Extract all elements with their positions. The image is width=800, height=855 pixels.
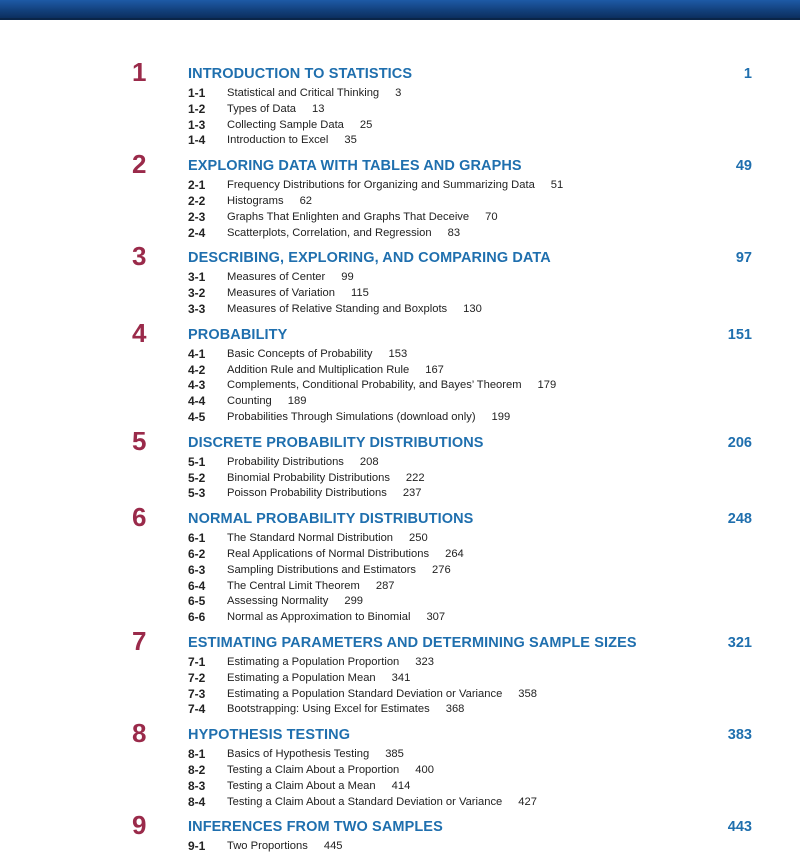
section-number: 7-4 xyxy=(188,702,206,717)
section-title-with-page xyxy=(227,394,306,410)
section-entry[interactable] xyxy=(0,178,800,194)
chapter-3 xyxy=(0,241,800,317)
section-page-number: 70 xyxy=(485,210,498,223)
chapter-8 xyxy=(0,718,800,810)
section-title-with-page xyxy=(227,594,363,610)
section-title-with-page xyxy=(227,795,537,811)
section-title-with-page xyxy=(227,347,407,363)
section-title-with-page xyxy=(227,702,464,718)
chapter-title[interactable]: HYPOTHESIS TESTING xyxy=(188,727,351,744)
chapter-heading[interactable] xyxy=(0,625,800,656)
section-number: 8-3 xyxy=(188,778,206,793)
chapter-number: 8 xyxy=(132,718,147,749)
chapter-1 xyxy=(0,57,800,149)
section-page-number: 323 xyxy=(415,655,434,668)
chapter-heading[interactable] xyxy=(0,149,800,180)
chapter-page-number: 206 xyxy=(727,434,752,451)
section-page-number: 62 xyxy=(299,194,313,207)
section-title[interactable]: Two Proportions xyxy=(227,840,308,853)
section-title-with-page xyxy=(227,671,410,687)
section-title[interactable]: The Standard Normal Distribution xyxy=(227,532,394,545)
chapter-number: 2 xyxy=(132,149,147,180)
section-entry[interactable] xyxy=(0,610,800,626)
section-title-with-page xyxy=(227,531,428,547)
section-page-number: 276 xyxy=(432,563,451,576)
section-number: 1-3 xyxy=(188,117,206,132)
section-entry[interactable] xyxy=(0,795,800,811)
section-page-number: 167 xyxy=(425,363,444,376)
section-number: 2-2 xyxy=(188,193,206,208)
section-page-number: 287 xyxy=(375,579,395,592)
chapter-title[interactable]: PROBABILITY xyxy=(188,326,288,343)
section-page-number: 358 xyxy=(518,687,537,700)
chapter-number: 5 xyxy=(132,425,147,456)
section-entry[interactable] xyxy=(0,410,800,426)
section-entry[interactable] xyxy=(0,347,800,363)
section-title-with-page xyxy=(227,178,563,194)
chapter-title[interactable]: INFERENCES FROM TWO SAMPLES xyxy=(188,819,443,836)
section-entry[interactable] xyxy=(0,486,800,502)
section-title[interactable]: Graphs That Enlighten and Graphs That Deceive xyxy=(227,210,470,223)
section-title-with-page xyxy=(227,363,444,379)
section-page-number: 35 xyxy=(344,134,357,147)
section-entry[interactable] xyxy=(0,455,800,471)
section-number: 1-2 xyxy=(188,101,206,116)
section-number: 5-1 xyxy=(188,454,206,469)
section-title[interactable]: Statistical and Critical Thinking xyxy=(227,87,380,99)
section-title-with-page xyxy=(227,547,464,563)
section-number: 4-3 xyxy=(188,378,206,393)
section-number: 6-2 xyxy=(188,546,206,561)
section-title[interactable]: The Central Limit Theorem xyxy=(227,579,360,592)
section-entry[interactable] xyxy=(0,394,800,410)
section-page-number: 427 xyxy=(518,795,537,808)
section-page-number: 99 xyxy=(341,271,354,284)
section-title-with-page xyxy=(227,194,312,210)
chapter-title[interactable]: NORMAL PROBABILITY DISTRIBUTIONS xyxy=(188,511,474,528)
chapter-title[interactable]: EXPLORING DATA WITH TABLES AND GRAPHS xyxy=(188,158,522,175)
section-page-number: 385 xyxy=(385,748,404,761)
chapter-page-number: 151 xyxy=(727,326,752,343)
section-title[interactable]: Measures of Relative Standing and Boxplots xyxy=(227,302,448,315)
section-title[interactable]: Binomial Probability Distributions xyxy=(227,471,390,484)
section-entry[interactable] xyxy=(0,286,800,302)
section-entry[interactable] xyxy=(0,671,800,687)
section-number: 2-4 xyxy=(188,225,206,240)
section-title-with-page xyxy=(227,471,425,487)
section-entry[interactable] xyxy=(0,378,800,394)
section-title-with-page xyxy=(227,210,498,226)
chapter-page-number: 49 xyxy=(735,158,752,175)
section-title[interactable]: Probabilities Through Simulations (download only) xyxy=(227,410,476,423)
section-number: 2-3 xyxy=(188,209,206,224)
section-page-number: 208 xyxy=(359,455,379,468)
section-page-number: 83 xyxy=(447,226,461,239)
section-title[interactable]: Estimating a Population Proportion xyxy=(227,655,400,668)
section-page-number: 299 xyxy=(344,595,364,608)
section-title[interactable]: Testing a Claim About a Proportion xyxy=(227,763,400,776)
chapter-title[interactable]: ESTIMATING PARAMETERS AND DETERMINING SAMPLE SIZES xyxy=(188,634,637,651)
section-page-number: 250 xyxy=(409,532,428,545)
section-title[interactable]: Scatterplots, Correlation, and Regression xyxy=(227,226,432,239)
chapter-title[interactable]: DESCRIBING, EXPLORING, AND COMPARING DATA xyxy=(188,250,551,267)
section-entry[interactable] xyxy=(0,655,800,671)
chapter-title[interactable]: DISCRETE PROBABILITY DISTRIBUTIONS xyxy=(188,434,484,451)
section-entry[interactable] xyxy=(0,471,800,487)
chapter-heading[interactable] xyxy=(0,317,800,348)
section-title[interactable]: Histograms xyxy=(227,194,284,207)
section-title[interactable]: Real Applications of Normal Distributions xyxy=(227,547,430,560)
section-title-with-page xyxy=(227,763,434,779)
section-number: 6-1 xyxy=(188,531,206,546)
section-title-with-page xyxy=(227,563,451,579)
chapter-heading[interactable] xyxy=(0,718,800,749)
section-number: 7-2 xyxy=(188,670,206,685)
section-page-number: 307 xyxy=(426,611,446,624)
chapter-4 xyxy=(0,317,800,426)
section-title-with-page xyxy=(227,579,395,595)
section-number: 1-1 xyxy=(188,86,206,100)
section-page-number: 199 xyxy=(491,410,511,423)
section-entry[interactable] xyxy=(0,86,800,102)
section-number: 6-6 xyxy=(188,610,206,625)
chapter-page-number: 248 xyxy=(727,511,752,528)
section-page-number: 400 xyxy=(415,763,434,776)
chapter-number: 9 xyxy=(132,810,147,841)
section-number: 9-1 xyxy=(188,839,206,854)
section-title-with-page xyxy=(227,610,445,626)
section-page-number: 222 xyxy=(405,471,425,484)
section-title[interactable]: Poisson Probability Distributions xyxy=(227,487,387,500)
section-page-number: 414 xyxy=(391,779,411,792)
section-title[interactable]: Basic Concepts of Probability xyxy=(227,347,373,360)
section-page-number: 153 xyxy=(388,347,408,360)
section-number: 5-3 xyxy=(188,486,206,501)
chapter-heading[interactable] xyxy=(0,57,800,87)
section-title[interactable]: Normal as Approximation to Binomial xyxy=(227,611,411,624)
section-number: 5-2 xyxy=(188,470,206,485)
chapter-page-number: 443 xyxy=(727,819,752,836)
section-number: 8-2 xyxy=(188,762,206,777)
section-title[interactable]: Assessing Normality xyxy=(227,595,329,608)
section-number: 8-4 xyxy=(188,794,206,809)
section-title-with-page xyxy=(227,378,556,394)
section-entry[interactable] xyxy=(0,594,800,610)
section-page-number: 115 xyxy=(351,287,369,300)
header-band xyxy=(0,0,800,20)
chapter-page-number: 97 xyxy=(735,250,752,267)
section-title[interactable]: Measures of Variation xyxy=(227,287,335,300)
section-page-number: 368 xyxy=(445,703,465,716)
section-title[interactable]: Introduction to Excel xyxy=(227,134,329,147)
section-number: 6-5 xyxy=(188,594,206,609)
section-number: 6-4 xyxy=(188,578,206,593)
section-page-number: 3 xyxy=(395,87,402,99)
chapter-number: 6 xyxy=(132,502,147,533)
chapter-heading[interactable] xyxy=(0,502,800,533)
section-page-number: 179 xyxy=(537,379,557,392)
section-title[interactable]: Estimating a Population Standard Deviation or Variance xyxy=(227,687,503,700)
section-title[interactable]: Frequency Distributions for Organizing and Summarizing Data xyxy=(227,179,535,192)
section-number: 3-1 xyxy=(188,270,206,285)
section-page-number: 13 xyxy=(312,102,325,115)
section-page-number: 51 xyxy=(550,179,564,192)
section-number: 1-4 xyxy=(188,133,206,148)
section-number: 7-3 xyxy=(188,686,206,701)
section-entry[interactable] xyxy=(0,270,800,286)
section-number: 7-1 xyxy=(188,654,206,669)
section-page-number: 264 xyxy=(445,547,464,560)
section-entry[interactable] xyxy=(0,302,800,318)
section-title-with-page xyxy=(227,655,434,671)
section-number: 3-3 xyxy=(188,301,206,316)
section-page-number: 445 xyxy=(323,840,343,853)
chapter-5 xyxy=(0,425,800,502)
section-title[interactable]: Estimating a Population Mean xyxy=(227,671,376,684)
chapter-7 xyxy=(0,625,800,718)
section-title-with-page xyxy=(227,133,357,149)
chapter-number: 1 xyxy=(132,57,147,87)
section-title-with-page xyxy=(227,226,460,242)
section-entry[interactable] xyxy=(0,226,800,242)
section-title[interactable]: Addition Rule and Multiplication Rule xyxy=(227,363,410,376)
section-title-with-page xyxy=(227,455,379,471)
section-title-with-page xyxy=(227,86,401,102)
chapter-page-number: 1 xyxy=(743,66,752,82)
section-number: 6-3 xyxy=(188,562,206,577)
section-title[interactable]: Types of Data xyxy=(227,102,297,115)
section-entry[interactable] xyxy=(0,687,800,703)
section-entry[interactable] xyxy=(0,102,800,118)
section-number: 4-5 xyxy=(188,409,206,424)
section-entry[interactable] xyxy=(0,194,800,210)
section-number: 4-4 xyxy=(188,394,206,409)
section-entry[interactable] xyxy=(0,763,800,779)
chapter-2 xyxy=(0,149,800,241)
section-entry[interactable] xyxy=(0,563,800,579)
section-number: 4-2 xyxy=(188,362,206,377)
section-title-with-page xyxy=(227,270,354,286)
section-title[interactable]: Testing a Claim About a Mean xyxy=(227,779,376,792)
chapter-number: 7 xyxy=(132,625,147,656)
section-title-with-page xyxy=(227,839,343,855)
section-title-with-page xyxy=(227,747,404,763)
section-title-with-page xyxy=(227,118,372,134)
section-entry[interactable] xyxy=(0,579,800,595)
section-title[interactable]: Bootstrapping: Using Excel for Estimates xyxy=(227,703,430,716)
section-title[interactable]: Sampling Distributions and Estimators xyxy=(227,563,417,576)
section-title-with-page xyxy=(227,687,537,703)
chapter-9 xyxy=(0,810,800,855)
table-of-contents xyxy=(0,57,800,855)
section-title[interactable]: Counting xyxy=(227,395,272,408)
section-entry[interactable] xyxy=(0,779,800,795)
chapter-heading[interactable] xyxy=(0,810,800,841)
section-title-with-page xyxy=(227,102,324,118)
section-number: 3-2 xyxy=(188,286,206,301)
section-title[interactable]: Measures of Center xyxy=(227,271,326,284)
section-entry[interactable] xyxy=(0,363,800,379)
section-page-number: 25 xyxy=(359,118,373,131)
section-page-number: 237 xyxy=(402,487,422,500)
section-title-with-page xyxy=(227,486,421,502)
section-number: 4-1 xyxy=(188,346,206,361)
section-number: 2-1 xyxy=(188,178,206,193)
section-title[interactable]: Probability Distributions xyxy=(227,455,344,468)
section-title-with-page xyxy=(227,410,510,426)
section-entry[interactable] xyxy=(0,702,800,718)
section-entry[interactable] xyxy=(0,747,800,763)
section-page-number: 130 xyxy=(463,302,482,315)
section-title-with-page xyxy=(227,286,369,302)
section-entry[interactable] xyxy=(0,531,800,547)
section-entry[interactable] xyxy=(0,839,800,855)
section-title[interactable]: Complements, Conditional Probability, and Bayes’ Theorem xyxy=(227,379,522,392)
section-entry[interactable] xyxy=(0,133,800,149)
section-entry[interactable] xyxy=(0,210,800,226)
section-title[interactable]: Basics of Hypothesis Testing xyxy=(227,748,370,761)
section-entry[interactable] xyxy=(0,547,800,563)
section-entry[interactable] xyxy=(0,118,800,134)
section-title[interactable]: Testing a Claim About a Standard Deviation or Variance xyxy=(227,795,503,808)
chapter-6 xyxy=(0,502,800,626)
chapter-page-number: 383 xyxy=(727,727,752,744)
section-title[interactable]: Collecting Sample Data xyxy=(227,118,344,131)
section-title-with-page xyxy=(227,779,410,795)
chapter-heading[interactable] xyxy=(0,425,800,456)
section-page-number: 341 xyxy=(391,671,411,684)
chapter-number: 3 xyxy=(132,241,147,272)
section-page-number: 189 xyxy=(287,395,307,408)
chapter-title[interactable]: INTRODUCTION TO STATISTICS xyxy=(188,66,413,82)
chapter-heading[interactable] xyxy=(0,241,800,272)
chapter-number: 4 xyxy=(132,317,147,348)
chapter-page-number: 321 xyxy=(727,634,752,651)
section-title-with-page xyxy=(227,302,482,318)
section-number: 8-1 xyxy=(188,747,206,762)
